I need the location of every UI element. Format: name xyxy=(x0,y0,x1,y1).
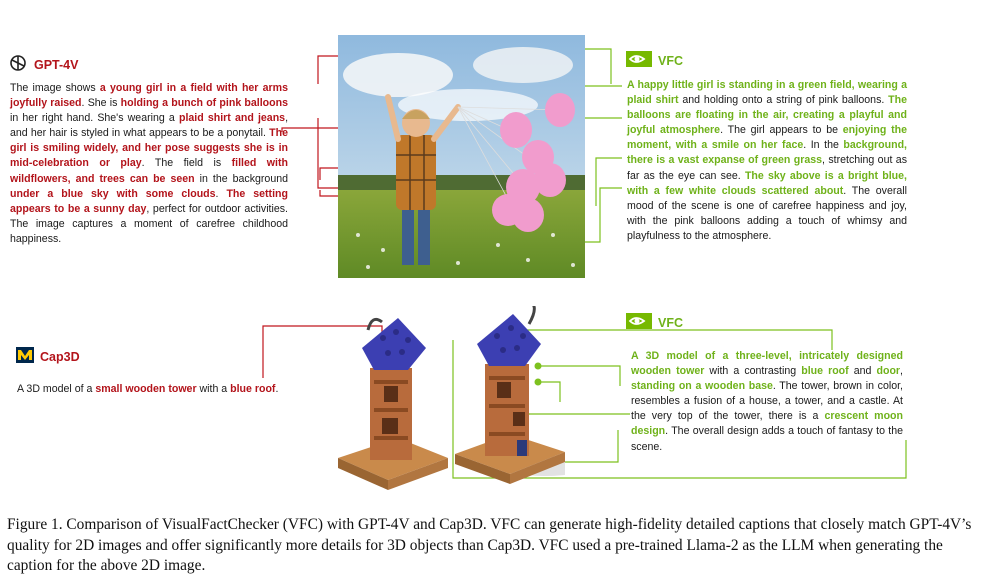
vfc-header-top xyxy=(626,51,683,70)
girl-balloons-photo xyxy=(338,35,585,278)
caption-text: , xyxy=(900,365,903,378)
nvidia-logo-icon xyxy=(626,51,652,70)
gpt4v-label: GPT-4V xyxy=(34,57,79,72)
highlighted-phrase: small wooden tower xyxy=(95,383,197,395)
tower-model-left xyxy=(338,308,448,490)
gpt4v-header xyxy=(8,53,78,76)
caption-text: in the background xyxy=(194,172,288,185)
vfc-caption-bottom xyxy=(631,349,903,455)
highlighted-phrase: The setting appears to be a sunny day xyxy=(10,187,288,215)
highlighted-phrase: crescent moon design xyxy=(631,410,903,438)
gpt4v-caption xyxy=(10,81,288,247)
vfc-header-bottom xyxy=(626,313,683,332)
highlighted-phrase: enjoying the moment, with a smile on her face xyxy=(627,124,907,152)
caption-text: The image shows xyxy=(10,82,100,94)
highlighted-phrase: filled with wildflowers, and trees can be seen xyxy=(10,157,288,185)
caption-text: , perfect for outdoor activities. The image captures a moment of carefree childhood happiness. xyxy=(10,202,288,245)
highlighted-phrase: The sky above is a bright blue, with a few white clouds scattered about xyxy=(627,169,907,197)
caption-text: . The overall design adds a touch of fantasy to the scene. xyxy=(631,425,903,453)
caption-text: . xyxy=(275,383,279,395)
michigan-logo-icon xyxy=(16,347,34,366)
highlighted-phrase: a young girl in a field with her arms joyfully raised xyxy=(10,82,288,110)
openai-logo-icon xyxy=(8,53,28,76)
caption-text: , and her hair is styled in what appears to be a ponytail. xyxy=(10,112,289,140)
caption-text: . The field is xyxy=(141,157,232,170)
nvidia-logo-icon xyxy=(626,313,652,332)
cap3d-label: Cap3D xyxy=(40,349,80,364)
caption-text: . She is xyxy=(81,97,121,110)
caption-text: . The overall mood of the scene is one of carefree happiness and joy, with the pink balloons adding a touch of whimsy and playfulness to the atmosphere. xyxy=(627,184,907,242)
tower-model-right xyxy=(455,306,565,488)
caption-text: . xyxy=(215,187,227,200)
highlighted-phrase: A 3D model of a three-level, intricately designed wooden tower xyxy=(631,350,903,378)
caption-text: with a xyxy=(196,383,231,395)
highlighted-phrase: blue roof xyxy=(230,383,276,395)
highlighted-phrase: The girl is smiling widely, and her pose suggests she is in mid-celebration or play xyxy=(10,127,288,170)
highlighted-phrase: A happy little girl is standing in a green field, wearing a plaid shirt xyxy=(627,79,907,107)
caption-text: with a contrasting xyxy=(704,365,802,378)
caption-text: and xyxy=(848,365,877,378)
cap3d-header xyxy=(16,347,80,366)
caption-text: . The girl appears to be xyxy=(720,124,843,137)
highlighted-phrase: The balloons are floating in the air, creating a playful and joyful atmosphere xyxy=(627,94,908,137)
vfc-label-bottom: VFC xyxy=(658,315,683,330)
caption-text: and holding onto a string of pink balloons. xyxy=(678,94,889,107)
caption-text: A 3D model of a xyxy=(17,383,96,395)
highlighted-phrase: blue roof xyxy=(801,365,849,378)
caption-text: . In the xyxy=(803,139,844,152)
highlighted-phrase: plaid shirt and jeans xyxy=(178,112,286,125)
vfc-caption-top xyxy=(627,78,907,244)
highlighted-phrase: standing on a wooden base xyxy=(631,380,773,393)
highlighted-phrase: holding a bunch of pink balloons xyxy=(120,97,288,110)
caption-text: . The tower, brown in color, resembles a fusion of a house, a tower, and a castle. At the very top of the tower, there is a xyxy=(631,380,903,423)
cap3d-caption xyxy=(17,382,317,397)
caption-text: in her right hand. She's wearing a xyxy=(10,112,179,125)
highlighted-phrase: background, there is a vast expanse of green grass xyxy=(627,139,907,167)
highlighted-phrase: under a blue sky with some clouds xyxy=(10,187,216,200)
caption-text: , stretching out as far as the eye can see. xyxy=(627,154,907,182)
figure-caption: Figure 1. Comparison of VisualFactChecker (VFC) with GPT-4V and Cap3D. VFC can generate high-fidelity detailed captions that closely match GPT-4V’s quality for 2D images and offer significantly more details for 3D objects than Cap3D. VFC used a pre-trained Llama-2 as the LLM when generating the caption for the above 2D image. xyxy=(7,516,972,574)
highlighted-phrase: door xyxy=(876,365,901,378)
vfc-label-top: VFC xyxy=(658,53,683,68)
